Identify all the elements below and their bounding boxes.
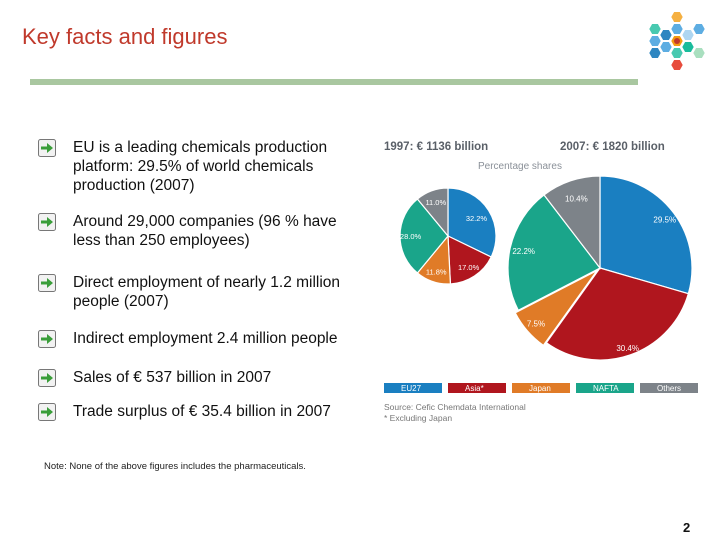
arrow-right-icon bbox=[38, 369, 56, 387]
title-divider bbox=[30, 79, 638, 85]
bullet-text: Sales of € 537 billion in 2007 bbox=[73, 369, 272, 386]
pie-data-label: 11.0% bbox=[425, 198, 447, 208]
page-title: Key facts and figures bbox=[22, 24, 228, 49]
hexagon-logo-icon bbox=[648, 12, 706, 70]
legend-label: Japan bbox=[529, 384, 551, 393]
arrow-right-icon bbox=[38, 403, 56, 421]
page-number: 2 bbox=[683, 520, 691, 535]
pie-data-label: 28.0% bbox=[399, 232, 422, 241]
arrow-right-icon bbox=[38, 330, 56, 348]
bullet-text: EU is a leading chemicals production platform: 29.5% of world chemicals production (2007) bbox=[73, 139, 328, 194]
list-item bbox=[38, 273, 383, 311]
chart-footnote: * Excluding Japan bbox=[384, 413, 453, 423]
pie-data-label: 32.2% bbox=[465, 214, 488, 224]
footnote: Note: None of the above figures includes the pharmaceuticals. bbox=[44, 461, 306, 472]
pie-1997 bbox=[400, 188, 496, 284]
chart-source: Source: Cefic Chemdata International bbox=[384, 402, 526, 412]
pie-data-label: 10.4% bbox=[565, 194, 588, 204]
arrow-right-icon bbox=[38, 139, 56, 157]
legend-label: EU27 bbox=[401, 384, 422, 393]
arrow-right-icon bbox=[38, 213, 56, 231]
pie-data-label: 7.5% bbox=[526, 319, 546, 329]
list-item bbox=[38, 212, 383, 250]
arrow-right-icon bbox=[38, 274, 56, 292]
bullet-text: Around 29,000 companies (96 % have less than 250 employees) bbox=[73, 213, 337, 249]
list-item bbox=[38, 329, 383, 348]
pie-data-label: 29.5% bbox=[653, 215, 677, 225]
chart-legend bbox=[384, 383, 698, 393]
bullet-text: Direct employment of nearly 1.2 million people (2007) bbox=[73, 274, 341, 310]
bullet-text: Trade surplus of € 35.4 billion in 2007 bbox=[73, 403, 331, 420]
pie-2007 bbox=[508, 176, 692, 360]
legend-label: Asia* bbox=[465, 384, 484, 393]
pie-data-label: 30.4% bbox=[616, 343, 640, 353]
list-item bbox=[38, 402, 383, 421]
legend-label: NAFTA bbox=[593, 384, 619, 393]
list-item bbox=[38, 368, 383, 387]
pie-data-label: 17.0% bbox=[458, 263, 480, 273]
pie-data-label: 22.2% bbox=[512, 246, 536, 256]
pie-1997-title: 1997: € 1136 billion bbox=[384, 141, 489, 153]
pie-data-label: 11.8% bbox=[425, 267, 447, 277]
pie-2007-title: 2007: € 1820 billion bbox=[560, 141, 665, 153]
legend-label: Others bbox=[657, 384, 682, 393]
chart-subtitle: Percentage shares bbox=[478, 161, 562, 172]
list-item bbox=[38, 138, 383, 195]
bullet-text: Indirect employment 2.4 million people bbox=[73, 330, 338, 347]
chemical-sales-pie-charts bbox=[380, 130, 710, 430]
